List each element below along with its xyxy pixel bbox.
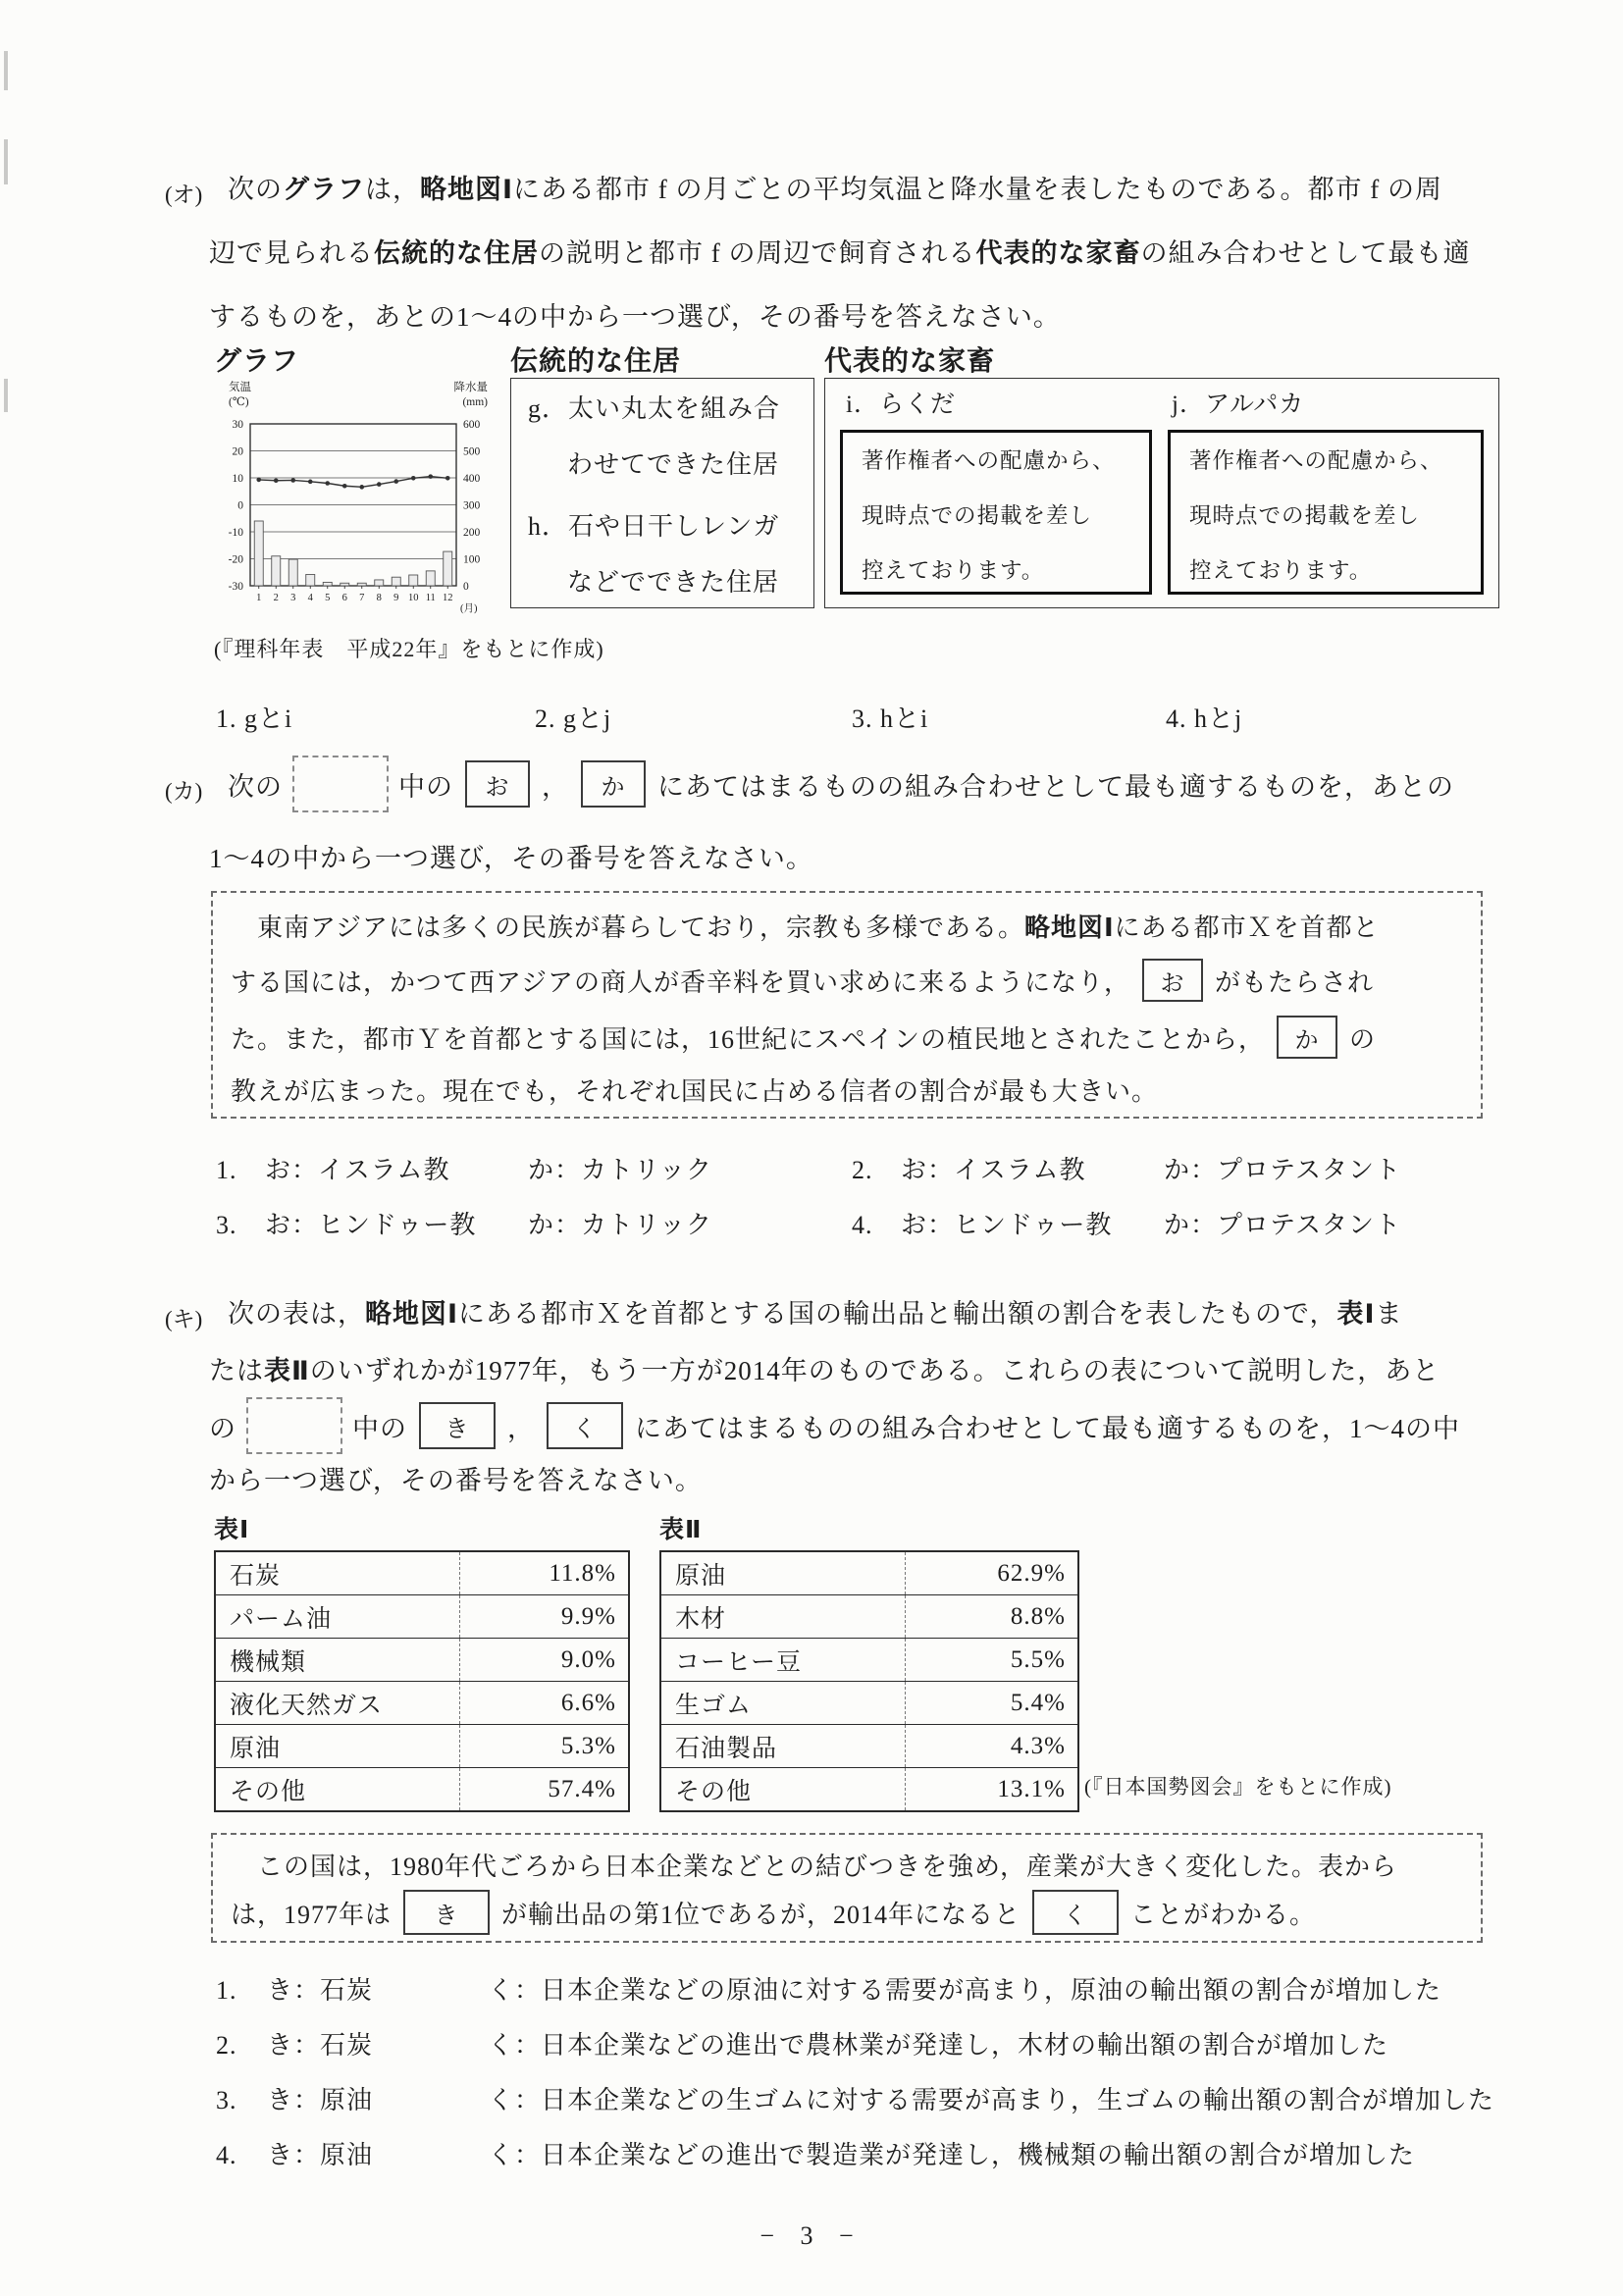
empty-dashed-box [292, 756, 389, 812]
blank-box-ki-inline: き [403, 1890, 490, 1935]
table-row: その他 13.1% [661, 1767, 1077, 1810]
table-row: 生ゴム 5.4% [661, 1681, 1077, 1724]
question-o-line2: 辺で見られる伝統的な住居の説明と都市 f の周辺で飼育される代表的な家畜の組み合わせとして最も適 [209, 238, 1471, 268]
notice-i-line2: 現時点での掲載を差し [862, 503, 1093, 528]
notice-i-line3: 控えております。 [862, 558, 1045, 583]
passage-ka-line1: 東南アジアには多くの民族が暮らしており，宗教も多様である。略地図Ⅰにある都市Ｘを首都と [231, 913, 1380, 942]
option-ki-3: 3. き：原油 く：日本企業などの生ゴムに対する需要が高まり，生ゴムの輸出額の割合が増加した [216, 2086, 1495, 2114]
passage-ki-line2: は，1977年は き が輸出品の第1位であるが，2014年になると く ことがわかる。 [231, 1888, 1316, 1937]
option-ka-4: 4. お：ヒンドゥー教 か：プロテスタント [852, 1211, 1401, 1239]
livestock-j-label: j．アルパカ [1172, 391, 1305, 418]
table1-label: 表Ⅰ [214, 1516, 250, 1543]
table-source-note: (『日本国勢図会』をもとに作成) [1084, 1775, 1392, 1799]
table-row: 石油製品 4.3% [661, 1724, 1077, 1767]
notice-i-line1: 著作権者への配慮から、 [862, 448, 1116, 473]
svg-text:10: 10 [408, 593, 419, 603]
question-ki-line4: から一つ選び，その番号を答えなさい。 [209, 1466, 703, 1495]
option-ki-1: 1. き：石炭 く：日本企業などの原油に対する需要が高まり，原油の輸出額の割合が増加した [216, 1976, 1442, 2005]
table-row: 機械類 9.0% [216, 1638, 628, 1681]
option-o-2: 2. gとj [535, 704, 612, 733]
livestock-i-label: i．らくだ [846, 391, 956, 418]
blank-box-o-inline: お [1142, 959, 1203, 1002]
question-ki-line2: たは表Ⅱのいずれかが1977年，もう一方が2014年のものである。これらの表について説明した，あと [209, 1356, 1440, 1385]
blank-box-ka: か [581, 760, 646, 808]
table-row: 石炭 11.8% [216, 1552, 628, 1594]
svg-text:30: 30 [232, 419, 243, 431]
svg-text:2: 2 [273, 593, 279, 603]
svg-text:20: 20 [232, 445, 243, 458]
svg-text:300: 300 [463, 499, 481, 512]
table-row: 液化天然ガス 6.6% [216, 1681, 628, 1724]
svg-text:(℃): (℃) [229, 396, 249, 408]
svg-text:400: 400 [463, 473, 481, 485]
question-ki-line1: 次の表は，略地図Ⅰにある都市Ｘを首都とする国の輸出品と輸出額の割合を表したもので，表Ⅰま [228, 1299, 1403, 1329]
svg-text:(月): (月) [460, 603, 478, 614]
table-row: パーム油 9.9% [216, 1594, 628, 1638]
blank-box-ki: き [419, 1402, 496, 1449]
option-o-3: 3. hとi [852, 704, 929, 733]
svg-text:8: 8 [376, 593, 382, 603]
question-ka-text: 次の [228, 771, 283, 802]
housing-option-h-line2: などでできた住居 [567, 568, 780, 597]
question-ka-line2: 1～4の中から一つ選び，その番号を答えなさい。 [209, 844, 813, 873]
scan-artifact [4, 51, 8, 90]
question-o-line1: 次のグラフは，略地図Ⅰにある都市 f の月ごとの平均気温と降水量を表したものである。都市 f の周 [228, 175, 1443, 204]
svg-text:-10: -10 [228, 527, 243, 539]
svg-text:12: 12 [443, 593, 453, 603]
table-row: コーヒー豆 5.5% [661, 1638, 1077, 1681]
question-ki-line3: の 中の き ， く にあてはまるものの組み合わせとして最も適するものを，1～4の中 [209, 1397, 1460, 1454]
notice-j-line2: 現時点での掲載を差し [1189, 503, 1421, 528]
export-table-1 [214, 1550, 630, 1812]
notice-j-line3: 控えております。 [1189, 558, 1373, 583]
graph-section-label: グラフ [214, 345, 300, 376]
passage-ka-line3: た。また，都市Ｙを首都とする国には，16世紀にスペインの植民地とされたことから， か の [231, 1011, 1376, 1064]
svg-text:1: 1 [256, 593, 262, 603]
passage-ki-line1: この国は，1980年代ごろから日本企業などとの結びつきを強め，産業が大きく変化した。表から [231, 1852, 1397, 1881]
svg-text:降水量: 降水量 [453, 382, 488, 393]
svg-text:(mm): (mm) [462, 396, 488, 408]
svg-text:-30: -30 [228, 581, 243, 593]
housing-section-label: 伝統的な住居 [510, 345, 682, 376]
svg-text:0: 0 [237, 499, 243, 512]
scan-artifact [4, 139, 8, 184]
option-ka-2: 2. お：イスラム教 か：プロテスタント [852, 1156, 1401, 1184]
svg-text:9: 9 [393, 593, 399, 603]
svg-text:11: 11 [425, 593, 436, 603]
svg-text:気温: 気温 [229, 382, 251, 393]
passage-ka-line4: 教えが広まった。現在でも，それぞれ国民に占める信者の割合が最も大きい。 [231, 1077, 1159, 1106]
svg-text:10: 10 [232, 473, 243, 485]
svg-text:6: 6 [341, 593, 347, 603]
housing-option-h-line1: h．石や日干しレンガ [528, 512, 780, 541]
question-ka-tag: (カ) [165, 779, 203, 804]
table-row: 原油 5.3% [216, 1724, 628, 1767]
blank-box-o: お [465, 760, 530, 808]
svg-text:7: 7 [359, 593, 365, 603]
table-row: 原油 62.9% [661, 1552, 1077, 1594]
svg-text:-20: -20 [228, 553, 243, 566]
question-ki-tag: (キ) [165, 1307, 203, 1331]
option-o-1: 1. gとi [216, 704, 293, 733]
svg-text:3: 3 [290, 593, 296, 603]
table2-label: 表Ⅱ [659, 1516, 703, 1543]
option-ki-2: 2. き：石炭 く：日本企業などの進出で農林業が発達し，木材の輸出額の割合が増加した [216, 2031, 1389, 2060]
page-number: − 3 − [759, 2221, 864, 2250]
scan-artifact [4, 379, 8, 412]
table-row: その他 57.4% [216, 1767, 628, 1810]
question-o-tag: (オ) [165, 183, 203, 207]
question-ka-line1: 次の 中の お ， か にあてはまるものの組み合わせとして最も適するものを，あとの [228, 756, 1454, 812]
passage-ka-line2: する国には，かつて西アジアの商人が香辛料を買い求めに来るようになり， お がもたらされ [231, 954, 1374, 1007]
svg-text:100: 100 [463, 553, 481, 566]
blank-box-ku-inline: く [1032, 1890, 1119, 1935]
svg-text:4: 4 [307, 593, 313, 603]
svg-text:200: 200 [463, 527, 481, 539]
question-o-line3: するものを，あとの1～4の中から一つ選び，その番号を答えなさい。 [209, 302, 1061, 332]
blank-box-ka-inline: か [1277, 1016, 1337, 1059]
empty-dashed-box [246, 1397, 342, 1454]
climate-chart [201, 375, 515, 632]
svg-text:500: 500 [463, 445, 481, 458]
option-ki-4: 4. き：原油 く：日本企業などの進出で製造業が発達し，機械類の輸出額の割合が増加した [216, 2141, 1416, 2169]
svg-text:600: 600 [463, 419, 481, 431]
notice-j-line1: 著作権者への配慮から、 [1189, 448, 1443, 473]
export-table-2 [659, 1550, 1079, 1812]
livestock-section-label: 代表的な家畜 [824, 345, 996, 376]
table-row: 木材 8.8% [661, 1594, 1077, 1638]
svg-text:5: 5 [325, 593, 331, 603]
graph-source-note: (『理科年表 平成22年』をもとに作成) [214, 637, 604, 661]
blank-box-ku: く [547, 1402, 623, 1449]
option-ka-3: 3. お：ヒンドゥー教 か：カトリック [216, 1211, 712, 1239]
housing-option-g-line2: わせてできた住居 [567, 450, 780, 479]
housing-option-g-line1: g．太い丸太を組み合 [528, 394, 781, 423]
svg-text:0: 0 [463, 581, 469, 593]
option-ka-1: 1. お：イスラム教 か：カトリック [216, 1156, 712, 1184]
option-o-4: 4. hとj [1166, 704, 1243, 733]
